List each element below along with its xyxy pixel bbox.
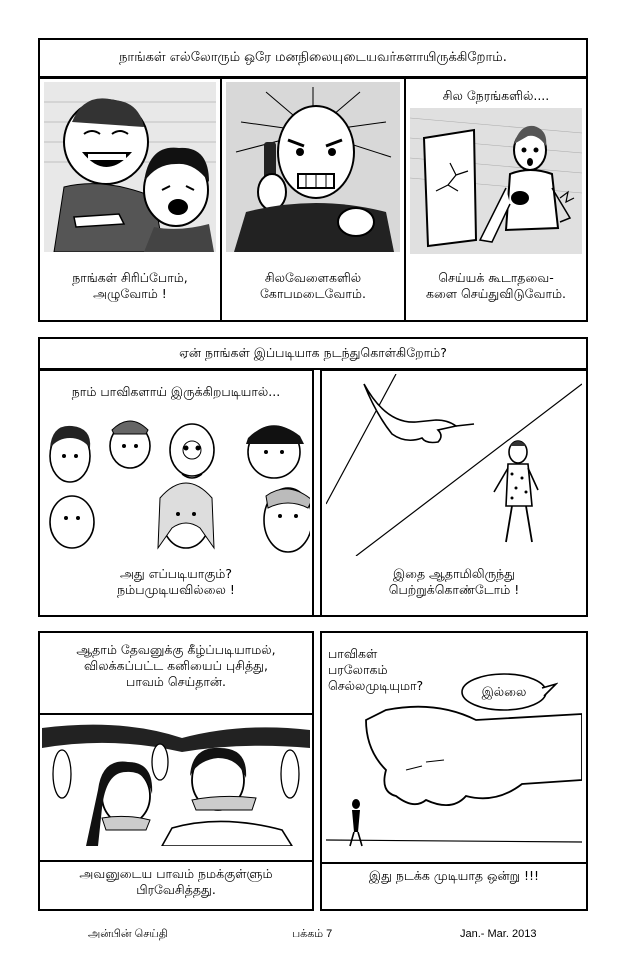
footer-page-number: பக்கம் 7 xyxy=(292,928,333,940)
panel-adam-blame-bottom: இதை ஆதாமிலிருந்து பெற்றுக்கொண்டோம் ! xyxy=(388,566,520,597)
speech-bubble-text: இல்லை xyxy=(481,684,527,699)
laughing-crying-illustration xyxy=(44,82,216,252)
panel-regret-top: சில நேரங்களில்.... xyxy=(442,88,550,103)
panel-sinners-bottom: அது எப்படியாகும்? நம்பமுடியவில்லை ! xyxy=(117,566,235,597)
crowd-faces-illustration xyxy=(42,408,310,556)
footer-magazine: அன்பின் செய்தி xyxy=(88,928,168,940)
panel-heaven-bottom: இது நடக்க முடியாத ஒன்று !!! xyxy=(322,862,586,884)
footer-date: Jan.- Mar. 2013 xyxy=(460,928,537,940)
panel-sinners-top: நாம் பாவிகளாய் இருக்கிறபடியால்... xyxy=(71,384,281,399)
pointing-hand-adam-illustration xyxy=(326,374,582,556)
adam-eve-eating-illustration xyxy=(42,718,310,846)
panel-heaven-top: பாவிகள் பரலோகம் செல்லமுடியுமா? xyxy=(328,646,424,693)
panel-angry-text: சிலவேளைகளில் கோபமடைவோம். xyxy=(260,270,366,301)
row2-caption: ஏன் நாங்கள் இப்படியாக நடந்துகொள்கிறோம்? xyxy=(179,345,447,360)
panel-fruit-top-text: ஆதாம் தேவனுக்கு கீழ்ப்படியாமல், விலக்கப்பட்ட கனியைப் புசித்து, பாவம் செய்தான். xyxy=(76,642,276,689)
panel-eating-fruit-bottom: அவனுடைய பாவம் நமக்குள்ளும் பிரவேசித்தது. xyxy=(40,860,312,898)
reaching-hand-illustration xyxy=(326,700,582,850)
panel-regret-text: செய்யக் கூடாதவை- களை செய்துவிடுவோம். xyxy=(425,270,567,301)
angry-man-illustration xyxy=(226,82,400,252)
row1-caption: நாங்கள் எல்லோரும் ஒரே மனநிலையுடையவர்களாயிருக்கிறோம். xyxy=(119,50,507,65)
panel-laugh-cry-text: நாங்கள் சிரிப்போம், அழுவோம் ! xyxy=(72,270,188,301)
broken-mirror-illustration xyxy=(410,108,582,254)
